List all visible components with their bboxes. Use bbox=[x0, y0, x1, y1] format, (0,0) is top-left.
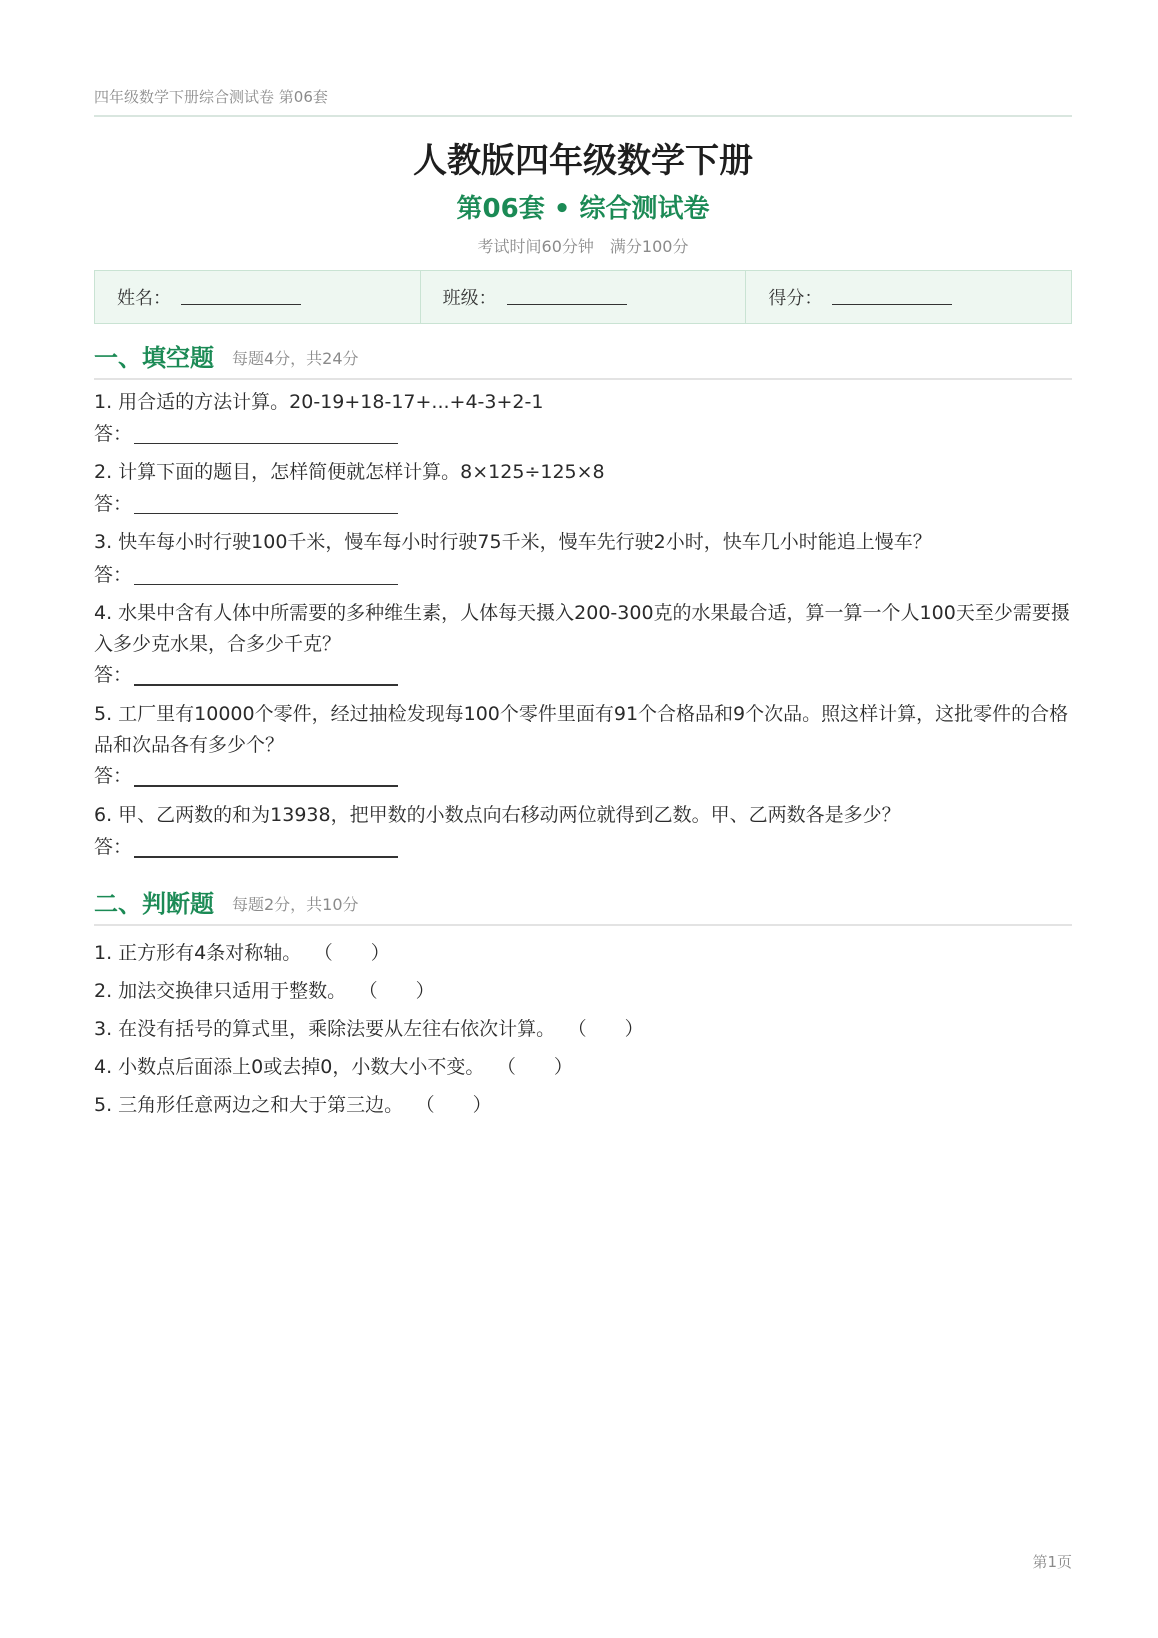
answer-label: 答： bbox=[94, 493, 133, 515]
name-field[interactable] bbox=[181, 304, 301, 305]
tf-question-text: 1. 正方形有4条对称轴。 bbox=[94, 942, 302, 964]
answer-1 bbox=[94, 419, 132, 449]
class-label: 班级： bbox=[442, 288, 497, 309]
answer-line-5[interactable] bbox=[134, 785, 398, 787]
section-fill-in-header bbox=[94, 338, 1072, 380]
question-1: 1. 用合适的方法计算。20-19+18-17+...+4-3+2-1 bbox=[94, 391, 544, 413]
answer-5 bbox=[94, 761, 132, 791]
tf-question-text: 3. 在没有括号的算式里，乘除法要从左往右依次计算。 bbox=[94, 1018, 556, 1040]
answer-label: 答： bbox=[94, 564, 133, 586]
score-cell bbox=[745, 271, 1071, 323]
answer-parentheses[interactable]: （ ） bbox=[323, 942, 390, 964]
section-fill-in-title: 一、填空题 bbox=[94, 344, 214, 372]
answer-parentheses[interactable]: （ ） bbox=[368, 980, 435, 1002]
answer-line-1[interactable] bbox=[134, 443, 398, 444]
running-header: 四年级数学下册综合测试卷 第06套 bbox=[94, 88, 328, 106]
answer-label: 答： bbox=[94, 836, 133, 858]
question-5: 5. 工厂里有10000个零件，经过抽检发现每100个零件里面有91个合格品和9个次品。照这样计算，这批零件的合格品和次品各有多少个？ bbox=[94, 703, 1069, 756]
answer-line-6[interactable] bbox=[134, 856, 398, 858]
question-4: 4. 水果中含有人体中所需要的多种维生素，人体每天摄入200-300克的水果最合适，算一算一个人100天至少需要摄入多少克水果，合多少千克？ bbox=[94, 602, 1070, 655]
section-true-false-title: 二、判断题 bbox=[94, 890, 214, 918]
section-true-false-note: 每题2分，共10分 bbox=[232, 895, 359, 914]
question-3: 3. 快车每小时行驶100千米，慢车每小时行驶75千米，慢车先行驶2小时，快车几小时能追上慢车？ bbox=[94, 531, 932, 553]
answer-label: 答： bbox=[94, 664, 133, 686]
tf-question-2 bbox=[94, 976, 435, 1003]
answer-3 bbox=[94, 560, 132, 590]
exam-time: 考试时间60分钟 bbox=[477, 237, 594, 256]
class-field[interactable] bbox=[507, 304, 627, 305]
tf-question-5 bbox=[94, 1090, 492, 1117]
answer-label: 答： bbox=[94, 765, 133, 787]
name-label: 姓名： bbox=[117, 288, 171, 309]
answer-line-4[interactable] bbox=[134, 684, 398, 686]
answer-2 bbox=[94, 489, 132, 519]
answer-6 bbox=[94, 832, 132, 862]
tf-question-1 bbox=[94, 938, 390, 965]
page-number: 第1页 bbox=[1032, 1553, 1072, 1571]
header-divider bbox=[94, 115, 1072, 117]
tf-question-text: 5. 三角形任意两边之和大于第三边。 bbox=[94, 1094, 404, 1116]
exam-info bbox=[94, 234, 1072, 257]
section-true-false-header bbox=[94, 884, 1072, 926]
answer-parentheses[interactable]: （ ） bbox=[506, 1056, 573, 1078]
page-subtitle: 第06套 • 综合测试卷 bbox=[456, 194, 710, 224]
score-field[interactable] bbox=[832, 304, 952, 305]
name-cell bbox=[95, 271, 420, 323]
answer-parentheses[interactable]: （ ） bbox=[425, 1094, 492, 1116]
question-2: 2. 计算下面的题目，怎样简便就怎样计算。8×125÷125×8 bbox=[94, 461, 605, 483]
class-cell bbox=[420, 271, 746, 323]
student-info-box bbox=[94, 270, 1072, 324]
answer-4 bbox=[94, 660, 132, 690]
answer-label: 答： bbox=[94, 423, 133, 445]
tf-question-3 bbox=[94, 1014, 644, 1041]
exam-full-score: 满分100分 bbox=[609, 237, 689, 256]
answer-parentheses[interactable]: （ ） bbox=[577, 1018, 644, 1040]
answer-line-2[interactable] bbox=[134, 513, 398, 514]
question-6: 6. 甲、乙两数的和为13938，把甲数的小数点向右移动两位就得到乙数。甲、乙两数各是多少？ bbox=[94, 804, 901, 826]
exam-page bbox=[94, 0, 1072, 1638]
tf-question-text: 2. 加法交换律只适用于整数。 bbox=[94, 980, 347, 1002]
answer-line-3[interactable] bbox=[134, 584, 398, 585]
page-title: 人教版四年级数学下册 bbox=[413, 141, 753, 181]
section-fill-in-note: 每题4分，共24分 bbox=[232, 349, 359, 368]
score-label: 得分： bbox=[768, 288, 823, 309]
tf-question-text: 4. 小数点后面添上0或去掉0，小数大小不变。 bbox=[94, 1056, 485, 1078]
tf-question-4 bbox=[94, 1052, 573, 1079]
